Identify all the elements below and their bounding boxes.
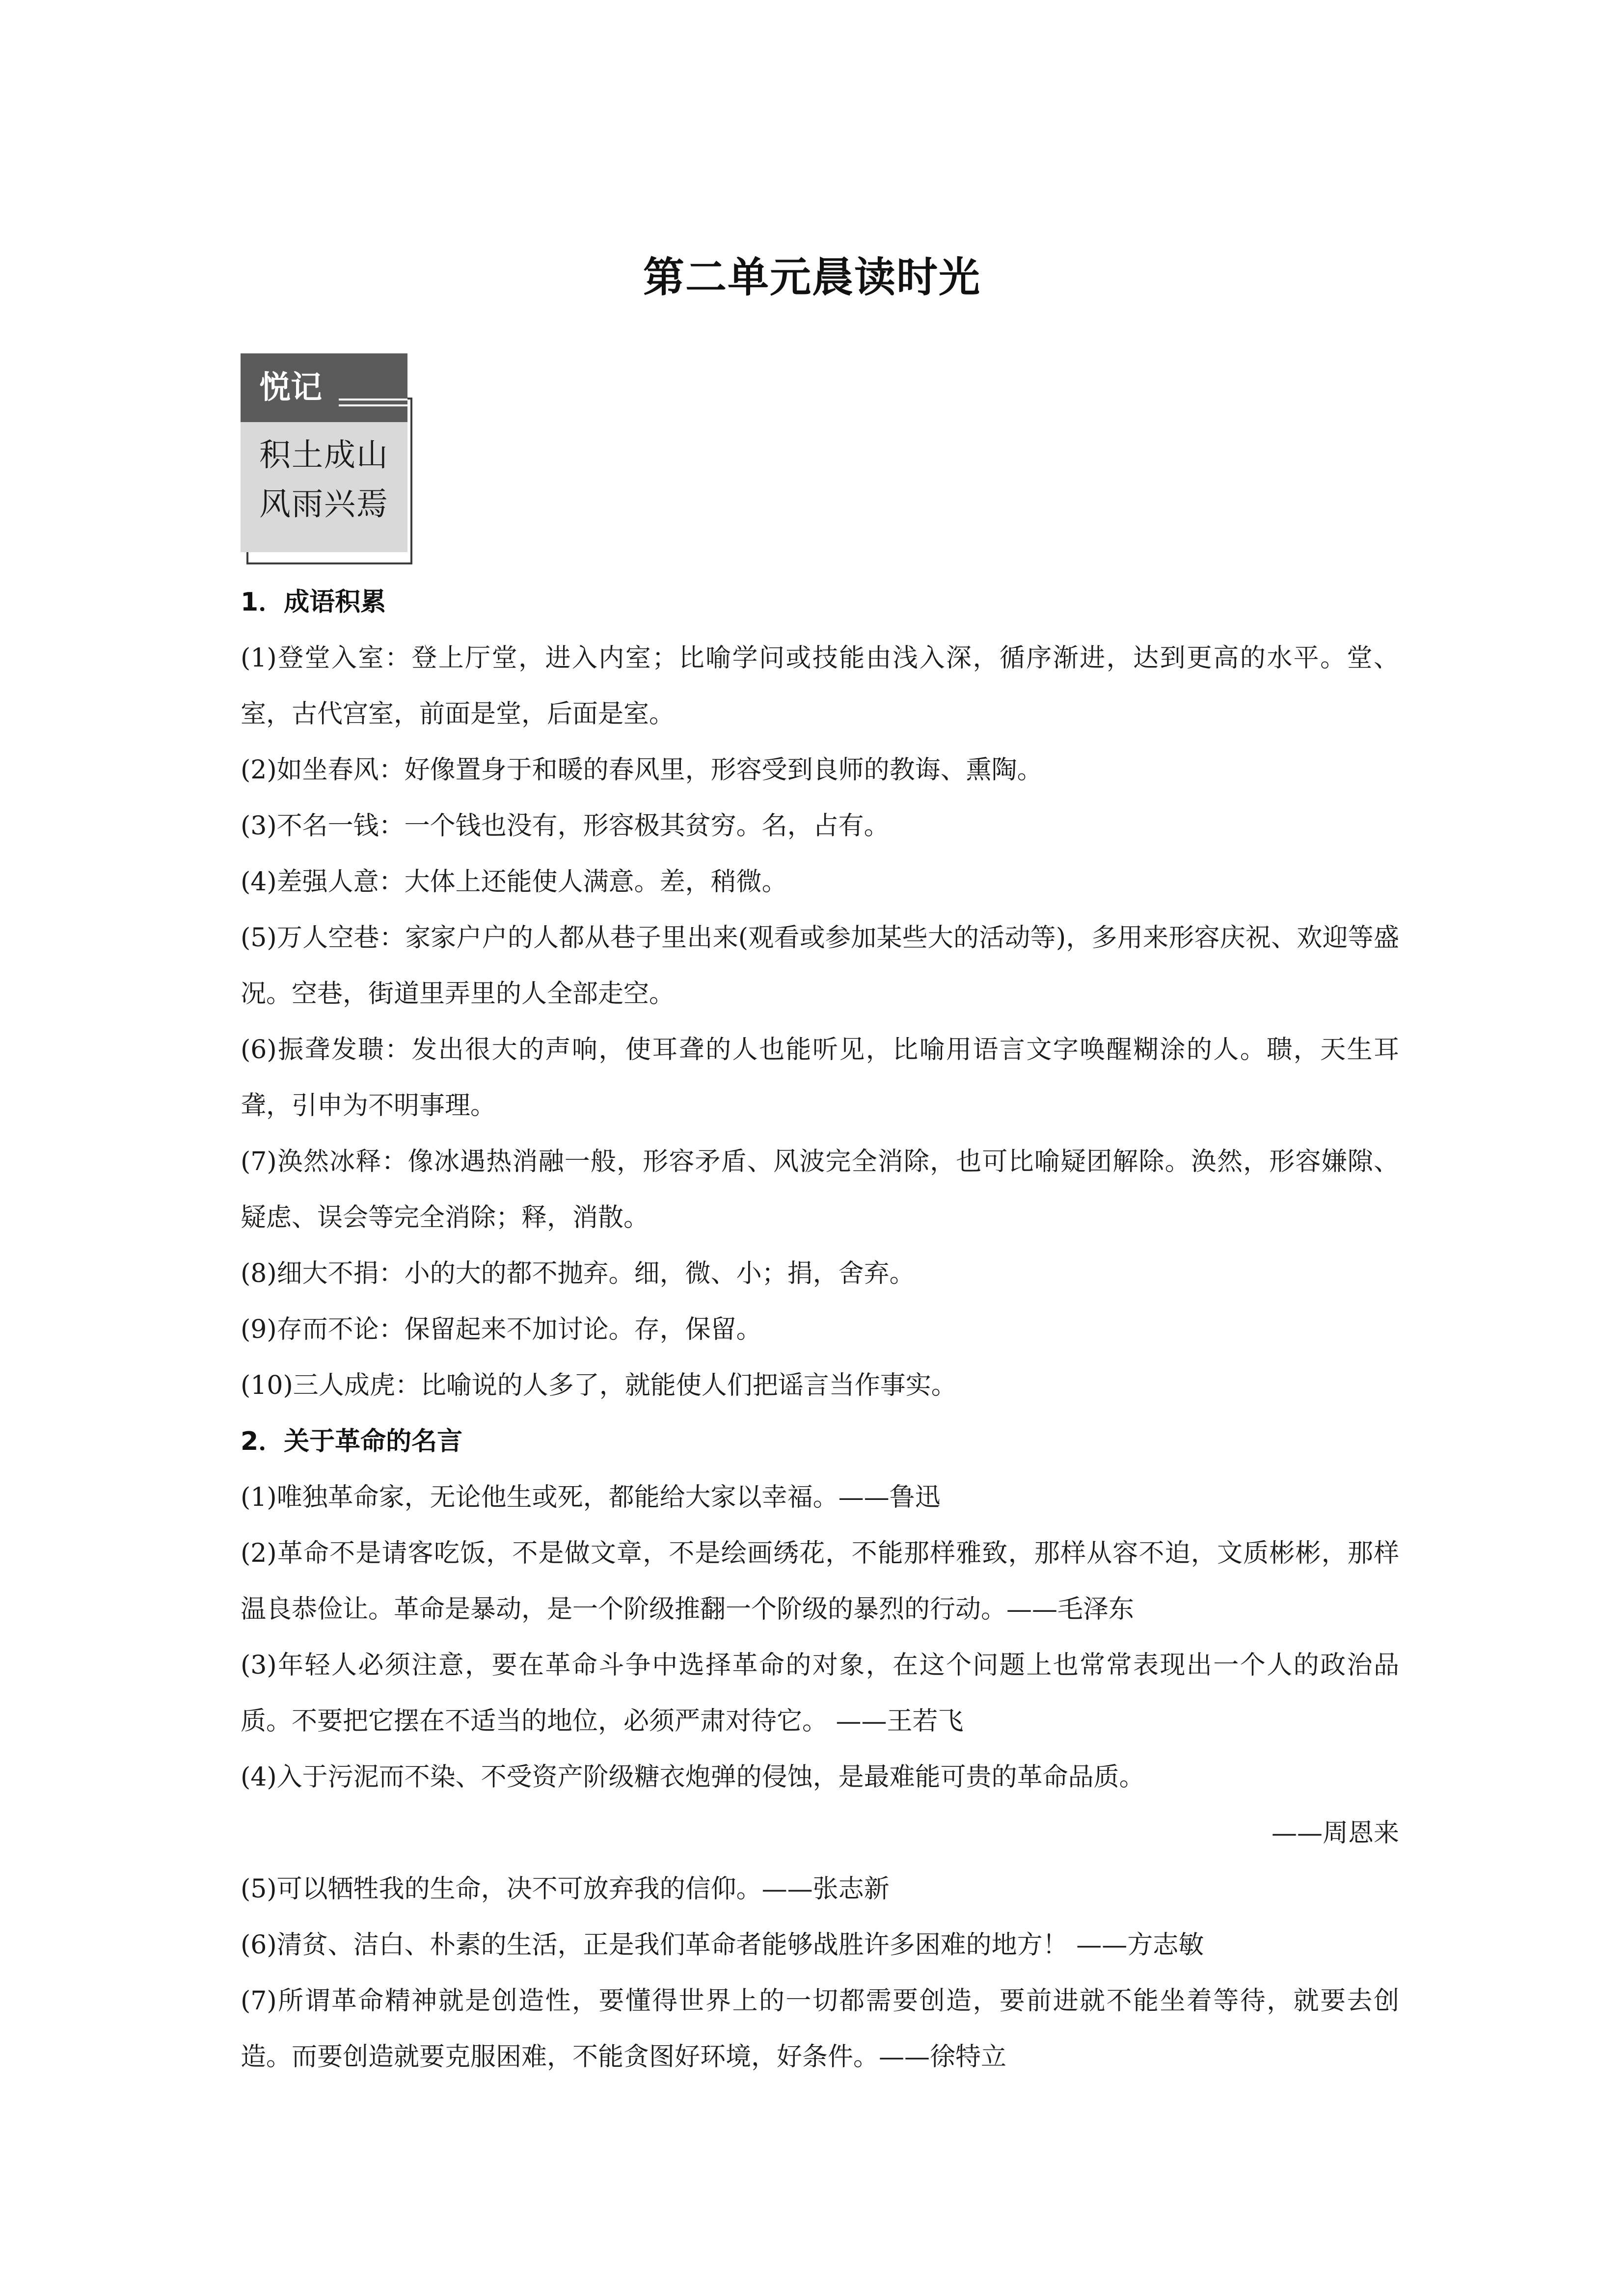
idiom-item: (2)如坐春风：好像置身于和暖的春风里，形容受到良师的教诲、熏陶。 — [241, 755, 1043, 785]
quote-item: (7)所谓革命精神就是创造性，要懂得世界上的一切都需要创造，要前进就不能坐着等待，就要去创造。而要创造就要克服困难，不能贪图好环境，好条件。——徐特立 — [241, 1986, 1399, 2072]
quote-item: (2)革命不是请客吃饭，不是做文章，不是绘画绣花，不能那样雅致，那样从容不迫，文质彬彬，那样温良恭俭让。革命是暴动，是一个阶级推翻一个阶级的暴烈的行动。——毛泽东 — [241, 1539, 1399, 1624]
idiom-item: (3)不名一钱：一个钱也没有，形容极其贫穷。名，占有。 — [241, 811, 890, 841]
page-title: 第二单元晨读时光 — [643, 253, 981, 301]
quote-attribution: ——周恩来 — [1271, 1818, 1399, 1848]
idiom-item: (9)存而不论：保留起来不加讨论。存，保留。 — [241, 1315, 762, 1344]
badge-header-label: 悦记 — [259, 370, 322, 406]
quote-item: (6)清贫、洁白、朴素的生活，正是我们革命者能够战胜许多困难的地方！ ——方志敏 — [241, 1930, 1204, 1960]
badge-line: 积土成山 — [259, 437, 389, 474]
quote-item: (1)唯独革命家，无论他生或死，都能给大家以幸福。——鲁迅 — [241, 1483, 941, 1512]
idiom-item: (10)三人成虎：比喻说的人多了，就能使人们把谣言当作事实。 — [241, 1371, 957, 1400]
badge-body — [241, 422, 407, 552]
idiom-item: (4)差强人意：大体上还能使人满意。差，稍微。 — [241, 867, 787, 897]
content — [241, 574, 1399, 2085]
idiom-item: (7)涣然冰释：像冰遇热消融一般，形容矛盾、风波完全消除，也可比喻疑团解除。涣然，形容嫌隙、疑虑、误会等完全消除；释，消散。 — [241, 1147, 1399, 1232]
idiom-item: (6)振聋发聩：发出很大的声响，使耳聋的人也能听见，比喻用语言文字唤醒糊涂的人。聩，天生耳聋，引申为不明事理。 — [241, 1035, 1399, 1121]
idiom-item: (1)登堂入室：登上厅堂，进入内室；比喻学问或技能由浅入深，循序渐进，达到更高的水平。堂、室，古代宫室，前面是堂，后面是室。 — [241, 643, 1399, 729]
idiom-item: (5)万人空巷：家家户户的人都从巷子里出来(观看或参加某些大的活动等)，多用来形容庆祝、欢迎等盛况。空巷，街道里弄里的人全部走空。 — [241, 923, 1399, 1009]
idiom-item: (8)细大不捐：小的大的都不抛弃。细，微、小；捐，舍弃。 — [241, 1259, 915, 1288]
section-title-idioms: 1．成语积累 — [241, 587, 386, 617]
section-title-quotes: 2．关于革命的名言 — [241, 1427, 463, 1456]
badge-header — [241, 353, 407, 422]
badge-decor-lines — [339, 399, 407, 408]
quote-item: (3)年轻人必须注意，要在革命斗争中选择革命的对象，在这个问题上也常常表现出一个人的政治品质。不要把它摆在不适当的地位，必须严肃对待它。 ——王若飞 — [241, 1651, 1399, 1736]
section-badge — [241, 353, 407, 552]
badge-line: 风雨兴焉 — [259, 486, 389, 523]
quote-item: (4)入于污泥而不染、不受资产阶级糖衣炮弹的侵蚀，是最难能可贵的革命品质。 — [241, 1762, 1145, 1792]
quote-item: (5)可以牺牲我的生命，决不可放弃我的信仰。——张志新 — [241, 1874, 890, 1904]
